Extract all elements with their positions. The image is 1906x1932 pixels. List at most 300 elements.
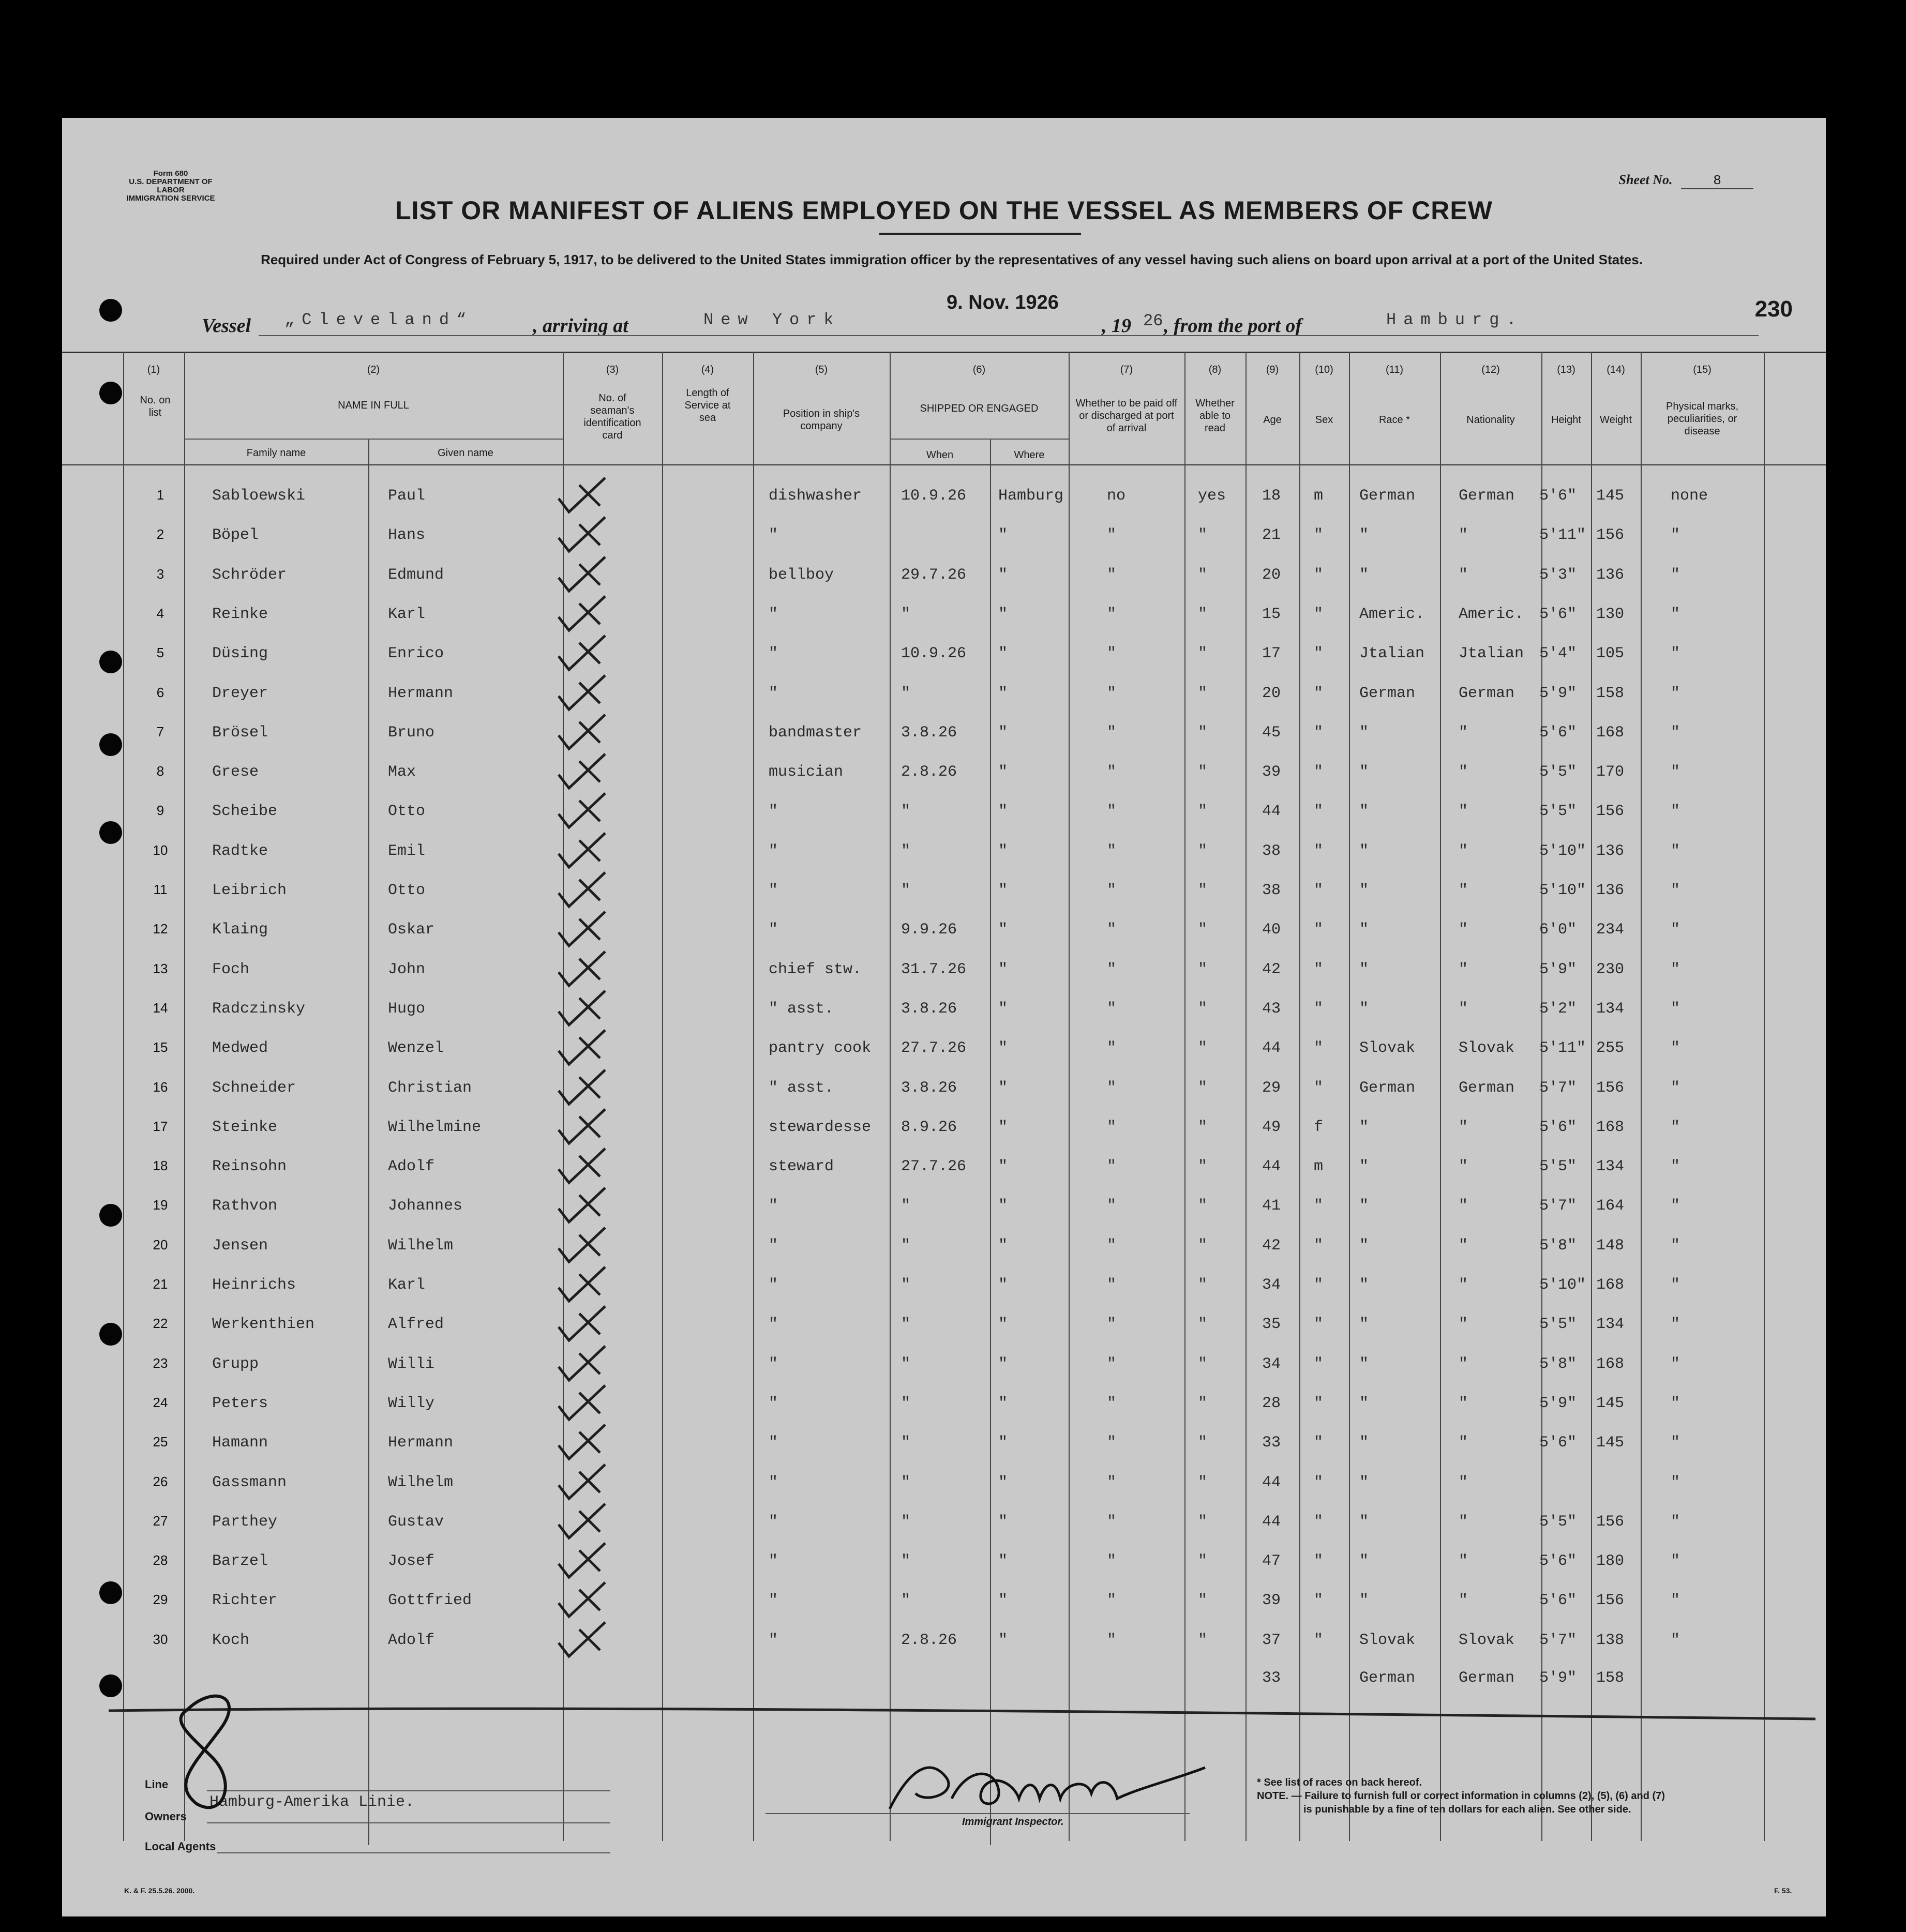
position: " bbox=[769, 1631, 778, 1649]
age: 44 bbox=[1262, 1039, 1281, 1058]
age: 39 bbox=[1262, 763, 1281, 781]
family-name: Sabloewski bbox=[212, 487, 306, 505]
table-row bbox=[62, 1032, 1826, 1071]
penalty-note-cont: is punishable by a fine of ten dollars for each alien. See other side. bbox=[1303, 1804, 1631, 1815]
height: 5'6" bbox=[1539, 723, 1577, 742]
row-number: 4 bbox=[156, 605, 164, 621]
shipped-where: " bbox=[998, 1355, 1008, 1373]
shipped-where: " bbox=[998, 1394, 1008, 1412]
weight: 156 bbox=[1596, 803, 1625, 821]
shipped-where: " bbox=[998, 921, 1008, 939]
age: 44 bbox=[1262, 803, 1281, 821]
position: " asst. bbox=[769, 1000, 834, 1018]
table-row bbox=[62, 717, 1826, 756]
check-mark-icon bbox=[548, 1422, 652, 1463]
weight: 105 bbox=[1596, 645, 1625, 663]
family-name: Grupp bbox=[212, 1355, 259, 1373]
given-name: Max bbox=[388, 763, 416, 781]
table-row bbox=[62, 1624, 1826, 1664]
nationality: " bbox=[1459, 763, 1468, 781]
family-name: Steinke bbox=[212, 1118, 278, 1136]
family-name: Schneider bbox=[212, 1079, 296, 1097]
table-row bbox=[62, 993, 1826, 1032]
table-row bbox=[62, 480, 1826, 519]
position: " bbox=[769, 526, 778, 545]
weight: 130 bbox=[1596, 605, 1625, 623]
col-9-label: Age bbox=[1263, 414, 1282, 426]
nationality: " bbox=[1459, 1592, 1468, 1610]
col-13-label: Height bbox=[1551, 414, 1581, 426]
shipped-when: 31.7.26 bbox=[901, 960, 967, 978]
position: " bbox=[769, 1434, 778, 1452]
end-of-list-line bbox=[109, 1695, 1826, 1726]
physical-marks: " bbox=[1671, 921, 1680, 939]
weight: 168 bbox=[1596, 1118, 1625, 1136]
race: " bbox=[1359, 1197, 1369, 1215]
weight: 168 bbox=[1596, 1276, 1625, 1294]
shipped-where: " bbox=[998, 1236, 1008, 1255]
check-mark-icon bbox=[548, 632, 652, 674]
family-name: Peters bbox=[212, 1394, 268, 1412]
table-row bbox=[62, 559, 1826, 598]
shipped-when: " bbox=[901, 1236, 911, 1255]
weight: 134 bbox=[1596, 1158, 1625, 1176]
able-to-read: " bbox=[1198, 1355, 1208, 1373]
sex: " bbox=[1314, 1631, 1324, 1649]
shipped-where: Hamburg bbox=[998, 487, 1064, 505]
table-row bbox=[62, 1467, 1826, 1506]
given-name: Johannes bbox=[388, 1197, 463, 1215]
shipped-when: " bbox=[901, 684, 911, 702]
able-to-read: " bbox=[1198, 1434, 1208, 1452]
nationality: " bbox=[1459, 1473, 1468, 1491]
weight: 145 bbox=[1596, 1394, 1625, 1412]
punch-hole bbox=[99, 299, 122, 322]
family-name: Gassmann bbox=[212, 1473, 287, 1491]
nationality: Jtalian bbox=[1459, 645, 1524, 663]
able-to-read: " bbox=[1198, 1513, 1208, 1531]
given-name: Gottfried bbox=[388, 1592, 472, 1610]
col-15-label: Physical marks, peculiarities, or disease bbox=[1665, 401, 1739, 437]
race: German bbox=[1359, 684, 1416, 702]
sex: " bbox=[1314, 1592, 1324, 1610]
paid-off: " bbox=[1107, 1079, 1117, 1097]
race: Americ. bbox=[1359, 605, 1425, 623]
family-name: Grese bbox=[212, 763, 259, 781]
sex: " bbox=[1314, 882, 1324, 899]
shipped-where: " bbox=[998, 960, 1008, 978]
paid-off: " bbox=[1107, 1316, 1117, 1334]
table-row bbox=[62, 1545, 1826, 1584]
height: 5'8" bbox=[1539, 1236, 1577, 1255]
check-mark-icon bbox=[548, 514, 652, 555]
family-name: Parthey bbox=[212, 1513, 278, 1531]
table-row bbox=[62, 835, 1826, 874]
row-number: 15 bbox=[153, 1039, 168, 1055]
nationality: " bbox=[1459, 723, 1468, 742]
col-2-label: NAME IN FULL bbox=[338, 400, 409, 411]
family-name: Koch bbox=[212, 1631, 250, 1649]
given-name: Emil bbox=[388, 842, 426, 860]
family-name: Brösel bbox=[212, 723, 268, 742]
shipped-when: 3.8.26 bbox=[901, 723, 957, 742]
table-row bbox=[62, 1308, 1826, 1348]
physical-marks: " bbox=[1671, 803, 1680, 821]
weight: 164 bbox=[1596, 1197, 1625, 1215]
paid-off: " bbox=[1107, 763, 1117, 781]
vessel-label: Vessel bbox=[202, 315, 251, 337]
given-name: Wilhelmine bbox=[388, 1118, 482, 1136]
age: 42 bbox=[1262, 1236, 1281, 1255]
col-7-num: (7) bbox=[1120, 364, 1133, 375]
weight: 156 bbox=[1596, 1592, 1625, 1610]
physical-marks: " bbox=[1671, 1118, 1680, 1136]
position: dishwasher bbox=[769, 487, 862, 505]
physical-marks: " bbox=[1671, 1158, 1680, 1176]
shipped-where: " bbox=[998, 645, 1008, 663]
row-number: 21 bbox=[153, 1276, 168, 1292]
able-to-read: " bbox=[1198, 1631, 1208, 1649]
date-stamp: 9. Nov. 1926 bbox=[947, 292, 1059, 313]
age: 44 bbox=[1262, 1158, 1281, 1176]
shipped-when: " bbox=[901, 1552, 911, 1571]
weight: 234 bbox=[1596, 921, 1625, 939]
race: " bbox=[1359, 526, 1369, 545]
paid-off: " bbox=[1107, 1158, 1117, 1176]
col-12-num: (12) bbox=[1481, 364, 1500, 375]
page-subtitle: Required under Act of Congress of February 5, 1917, to be delivered to the United States immigration officer by the representatives of any vessel having such aliens on board upon arrival at a port of the United States. bbox=[261, 252, 1643, 267]
height: 5'5" bbox=[1539, 1316, 1577, 1334]
row-number: 28 bbox=[153, 1552, 168, 1568]
paid-off: " bbox=[1107, 1552, 1117, 1571]
physical-marks: " bbox=[1671, 566, 1680, 584]
subheader-rule bbox=[184, 439, 563, 440]
shipped-where: " bbox=[998, 605, 1008, 623]
row-number: 12 bbox=[153, 921, 168, 937]
weight: 156 bbox=[1596, 1079, 1625, 1097]
table-row bbox=[62, 756, 1826, 795]
col-2-family-label: Family name bbox=[246, 447, 306, 459]
age: 15 bbox=[1262, 605, 1281, 623]
shipped-when: " bbox=[901, 1355, 911, 1373]
family-name: Foch bbox=[212, 960, 250, 978]
able-to-read: " bbox=[1198, 605, 1208, 623]
sex: " bbox=[1314, 723, 1324, 742]
row-number: 26 bbox=[153, 1473, 168, 1489]
shipped-when: " bbox=[901, 1513, 911, 1531]
age: 45 bbox=[1262, 723, 1281, 742]
row-number: 7 bbox=[156, 723, 164, 739]
paid-off: " bbox=[1107, 1118, 1117, 1136]
check-mark-icon bbox=[548, 1343, 652, 1384]
height: 5'6" bbox=[1539, 1434, 1577, 1452]
position: " bbox=[769, 605, 778, 623]
race: Jtalian bbox=[1359, 645, 1425, 663]
row-number: 2 bbox=[156, 526, 164, 542]
family-name: Leibrich bbox=[212, 882, 287, 899]
able-to-read: " bbox=[1198, 1079, 1208, 1097]
nationality: German bbox=[1459, 684, 1515, 702]
check-mark-icon bbox=[548, 554, 652, 595]
able-to-read: " bbox=[1198, 803, 1208, 821]
physical-marks: " bbox=[1671, 1316, 1680, 1334]
age: 29 bbox=[1262, 1079, 1281, 1097]
col-5-label: Position in ship's company bbox=[783, 408, 860, 432]
sex: " bbox=[1314, 960, 1324, 978]
paid-off: " bbox=[1107, 1236, 1117, 1255]
height: 5'5" bbox=[1539, 803, 1577, 821]
table-row bbox=[62, 1269, 1826, 1308]
sex: " bbox=[1314, 605, 1324, 623]
vessel-name: „Cleveland“ bbox=[284, 310, 474, 329]
nationality: " bbox=[1459, 1316, 1468, 1334]
table-row bbox=[62, 1072, 1826, 1111]
given-name: Gustav bbox=[388, 1513, 444, 1531]
shipped-when: " bbox=[901, 882, 911, 899]
row-number: 24 bbox=[153, 1394, 168, 1410]
height: 5'6" bbox=[1539, 487, 1577, 505]
height: 6'0" bbox=[1539, 921, 1577, 939]
table-row bbox=[62, 874, 1826, 914]
position: " bbox=[769, 1316, 778, 1334]
given-name: Hans bbox=[388, 526, 426, 545]
race: " bbox=[1359, 1552, 1369, 1571]
age: 47 bbox=[1262, 1552, 1281, 1571]
sex: " bbox=[1314, 1039, 1324, 1058]
nationality: Slovak bbox=[1459, 1631, 1515, 1649]
col-10-num: (10) bbox=[1315, 364, 1333, 375]
race: " bbox=[1359, 842, 1369, 860]
race: " bbox=[1359, 960, 1369, 978]
check-mark-icon bbox=[548, 1619, 652, 1661]
handwritten-tally bbox=[166, 1680, 253, 1814]
physical-marks: none bbox=[1671, 487, 1708, 505]
race: " bbox=[1359, 1473, 1369, 1491]
nationality: Americ. bbox=[1459, 605, 1524, 623]
agents-field bbox=[217, 1852, 610, 1853]
row-number: 8 bbox=[156, 763, 164, 779]
col-1-label: No. on list bbox=[140, 395, 171, 418]
col-2-num: (2) bbox=[367, 364, 380, 375]
able-to-read: " bbox=[1198, 1158, 1208, 1176]
local-agents-label: Local Agents bbox=[145, 1840, 216, 1853]
shipped-when: " bbox=[901, 1394, 911, 1412]
table-row bbox=[62, 1427, 1826, 1466]
shipped-where: " bbox=[998, 1039, 1008, 1058]
sex: " bbox=[1314, 842, 1324, 860]
table-row bbox=[62, 914, 1826, 953]
table-row bbox=[62, 1584, 1826, 1624]
col-14-num: (14) bbox=[1607, 364, 1625, 375]
shipped-when: 10.9.26 bbox=[901, 487, 967, 505]
table-row bbox=[62, 1387, 1826, 1427]
race: " bbox=[1359, 1434, 1369, 1452]
table-row bbox=[62, 519, 1826, 559]
shipped-where: " bbox=[998, 1118, 1008, 1136]
arriving-label: , arriving at bbox=[533, 315, 628, 337]
race: " bbox=[1359, 1394, 1369, 1412]
sex: " bbox=[1314, 1000, 1324, 1018]
check-mark-icon bbox=[548, 712, 652, 753]
col-10-label: Sex bbox=[1315, 414, 1333, 426]
nationality: " bbox=[1459, 1355, 1468, 1373]
physical-marks: " bbox=[1671, 842, 1680, 860]
paid-off: " bbox=[1107, 960, 1117, 978]
col-14-label: Weight bbox=[1600, 414, 1632, 426]
family-name: Radtke bbox=[212, 842, 268, 860]
height: 5'7" bbox=[1539, 1079, 1577, 1097]
sex: " bbox=[1314, 763, 1324, 781]
check-mark-icon bbox=[548, 988, 652, 1029]
weight: 180 bbox=[1596, 1552, 1625, 1571]
sex: " bbox=[1314, 1316, 1324, 1334]
height: 5'9" bbox=[1539, 960, 1577, 978]
nationality: German bbox=[1459, 1079, 1515, 1097]
year-label: , 19 bbox=[1102, 315, 1131, 337]
col-4-num: (4) bbox=[701, 364, 714, 375]
shipped-when: " bbox=[901, 1197, 911, 1215]
family-name: Richter bbox=[212, 1592, 278, 1610]
paid-off: " bbox=[1107, 645, 1117, 663]
table-row bbox=[62, 1230, 1826, 1269]
check-mark-icon bbox=[548, 830, 652, 871]
family-name: Böpel bbox=[212, 526, 259, 545]
shipped-where: " bbox=[998, 1276, 1008, 1294]
physical-marks: " bbox=[1671, 1039, 1680, 1058]
height: 5'8" bbox=[1539, 1355, 1577, 1373]
inspector-label: Immigrant Inspector. bbox=[962, 1816, 1064, 1828]
weight: 134 bbox=[1596, 1316, 1625, 1334]
extra-race: German bbox=[1359, 1669, 1416, 1687]
extra-age: 33 bbox=[1262, 1669, 1281, 1687]
position: " bbox=[769, 882, 778, 899]
col-11-num: (11) bbox=[1385, 364, 1404, 375]
given-name: John bbox=[388, 960, 426, 978]
age: 33 bbox=[1262, 1434, 1281, 1452]
table-row bbox=[62, 1506, 1826, 1545]
paid-off: " bbox=[1107, 1434, 1117, 1452]
shipped-where: " bbox=[998, 1158, 1008, 1176]
position: musician bbox=[769, 763, 844, 781]
shipped-where: " bbox=[998, 1513, 1008, 1531]
height: 5'10" bbox=[1539, 842, 1586, 860]
check-mark-icon bbox=[548, 1303, 652, 1345]
col-1-num: (1) bbox=[147, 364, 160, 375]
able-to-read: " bbox=[1198, 1236, 1208, 1255]
shipped-when: 29.7.26 bbox=[901, 566, 967, 584]
weight: 156 bbox=[1596, 1513, 1625, 1531]
race: German bbox=[1359, 487, 1416, 505]
header-bottom-border bbox=[62, 464, 1826, 465]
check-mark-icon bbox=[548, 948, 652, 990]
paid-off: " bbox=[1107, 566, 1117, 584]
family-name: Heinrichs bbox=[212, 1276, 296, 1294]
family-name: Klaing bbox=[212, 921, 268, 939]
shipped-when: " bbox=[901, 1276, 911, 1294]
able-to-read: yes bbox=[1198, 487, 1226, 505]
sex: " bbox=[1314, 1276, 1324, 1294]
given-name: Alfred bbox=[388, 1316, 444, 1334]
service-name: IMMIGRATION SERVICE bbox=[126, 194, 215, 203]
physical-marks: " bbox=[1671, 684, 1680, 702]
nationality: " bbox=[1459, 921, 1468, 939]
family-name: Hamann bbox=[212, 1434, 268, 1452]
weight: 168 bbox=[1596, 723, 1625, 742]
family-name: Rathvon bbox=[212, 1197, 278, 1215]
height: 5'9" bbox=[1539, 1394, 1577, 1412]
paid-off: " bbox=[1107, 1276, 1117, 1294]
nationality: " bbox=[1459, 842, 1468, 860]
check-mark-icon bbox=[548, 1067, 652, 1108]
nationality: " bbox=[1459, 1276, 1468, 1294]
nationality: " bbox=[1459, 1000, 1468, 1018]
line-field bbox=[207, 1790, 610, 1791]
age: 43 bbox=[1262, 1000, 1281, 1018]
sex: " bbox=[1314, 1394, 1324, 1412]
col-9-num: (9) bbox=[1266, 364, 1279, 375]
paid-off: " bbox=[1107, 803, 1117, 821]
physical-marks: " bbox=[1671, 763, 1680, 781]
age: 40 bbox=[1262, 921, 1281, 939]
nationality: " bbox=[1459, 1434, 1468, 1452]
shipped-where: " bbox=[998, 526, 1008, 545]
shipped-when: 2.8.26 bbox=[901, 763, 957, 781]
race: " bbox=[1359, 1276, 1369, 1294]
able-to-read: " bbox=[1198, 1592, 1208, 1610]
sex: " bbox=[1314, 1473, 1324, 1491]
nationality: " bbox=[1459, 526, 1468, 545]
paid-off: no bbox=[1107, 487, 1126, 505]
age: 44 bbox=[1262, 1513, 1281, 1531]
row-number: 13 bbox=[153, 960, 168, 976]
position: " bbox=[769, 1592, 778, 1610]
physical-marks: " bbox=[1671, 1434, 1680, 1452]
title-underline bbox=[879, 233, 1081, 235]
shipped-when: 8.9.26 bbox=[901, 1118, 957, 1136]
race: Slovak bbox=[1359, 1039, 1416, 1058]
physical-marks: " bbox=[1671, 723, 1680, 742]
given-name: Edmund bbox=[388, 566, 444, 584]
race: " bbox=[1359, 763, 1369, 781]
paid-off: " bbox=[1107, 1000, 1117, 1018]
shipped-where: " bbox=[998, 1434, 1008, 1452]
given-name: Enrico bbox=[388, 645, 444, 663]
check-mark-icon bbox=[548, 1382, 652, 1424]
row-number: 22 bbox=[153, 1316, 168, 1332]
able-to-read: " bbox=[1198, 921, 1208, 939]
races-footnote: * See list of races on back hereof. bbox=[1257, 1777, 1422, 1788]
able-to-read: " bbox=[1198, 1473, 1208, 1491]
given-name: Wilhelm bbox=[388, 1473, 454, 1491]
weight: 230 bbox=[1596, 960, 1625, 978]
able-to-read: " bbox=[1198, 1316, 1208, 1334]
sex: " bbox=[1314, 566, 1324, 584]
col-6-label: SHIPPED OR ENGAGED bbox=[920, 403, 1039, 414]
nationality: Slovak bbox=[1459, 1039, 1515, 1058]
col-15-num: (15) bbox=[1693, 364, 1712, 375]
shipped-when: " bbox=[901, 1473, 911, 1491]
nationality: " bbox=[1459, 1394, 1468, 1412]
row-number: 1 bbox=[156, 487, 164, 503]
col-12-label: Nationality bbox=[1466, 414, 1515, 426]
given-name: Oskar bbox=[388, 921, 435, 939]
age: 38 bbox=[1262, 882, 1281, 899]
position: pantry cook bbox=[769, 1039, 872, 1058]
table-row bbox=[62, 677, 1826, 717]
col-6-num: (6) bbox=[972, 364, 986, 375]
extra-weight: 158 bbox=[1596, 1669, 1625, 1687]
given-name: Paul bbox=[388, 487, 426, 505]
